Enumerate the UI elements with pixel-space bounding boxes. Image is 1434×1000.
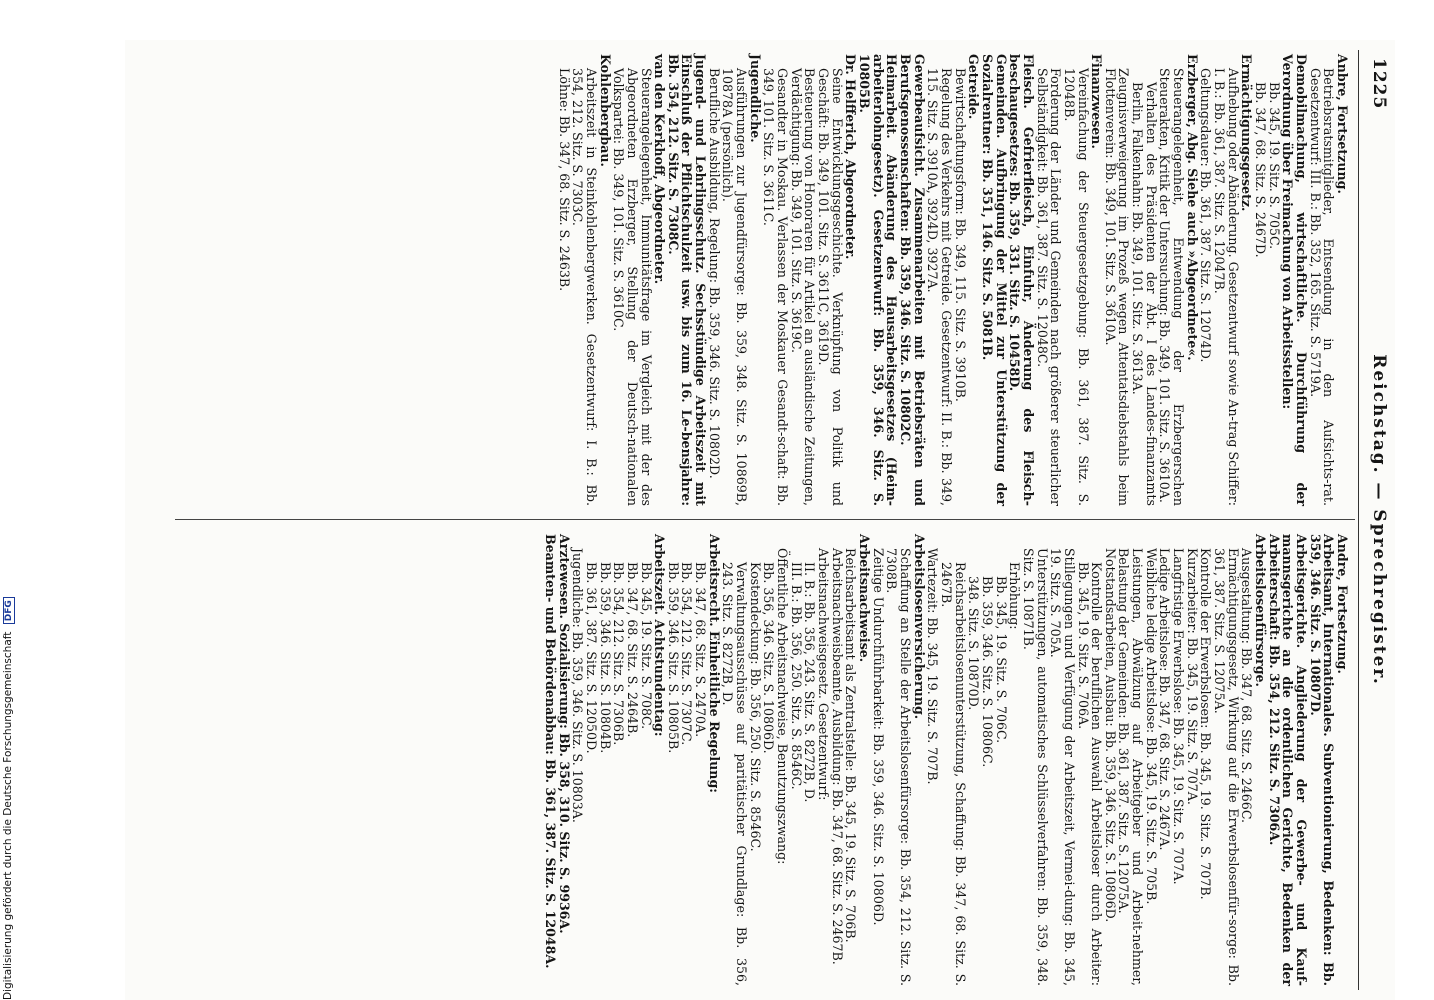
index-entry: Kontrolle der beruflichen Auswahl Arbeitsloser durch Arbeiter: Bb. 345, 19. Sitz. S. 706A.	[1075, 562, 1105, 986]
index-entry: Heimarbeit. Abänderung des Hausarbeitsgesetzes (Heim-arbeiterlohngesetz). Gesetzentwurf: Bb. 359, 346. Sitz. S. 10805B.	[857, 54, 900, 506]
index-entry: Bb. 347, 68. Sitz. S. 2467D.	[1253, 82, 1269, 258]
index-entry: Forderung der Länder und Gemeinden nach größerer steuerlicher Selbständigkeit: Bb. 361, 387. Sitz. S. 12048C.	[1034, 68, 1064, 506]
index-entry: Arbeitsnachweisbeamte, Ausbildung: Bb. 347, 68. Sitz. S. 2467B.	[829, 548, 845, 965]
index-entry: Bb. 345, 19. Sitz. S. 705C.	[1266, 82, 1282, 250]
index-entry: Aufhebung oder Abänderung. Gesetzentwurf sowie An-trag Schiffer: I. B.: Bb. 361, 387. Sitz. S. 12047B.	[1212, 68, 1241, 506]
index-entry: Leistungen, Abwälzung auf Arbeitgeber und Arbeit-nehmer, Belastung der Gemeinden: Bb. 361, 387. Sitz. S. 12075A.	[1116, 548, 1146, 986]
index-entry: Verwaltungsausschüsse auf paritätischer Grundlage: Bb. 356, 243. Sitz. S. 8272B, D.	[720, 562, 750, 986]
index-entry: Gesandter in Moskau. Verlassen der Moskauer Gesandt-schaft: Bb. 349, 101. Sitz. S. 3611C.	[761, 68, 791, 506]
right-column	[543, 534, 1349, 986]
index-entry: Regelung des Verkehrs mit Getreide. Gesetzentwurf: II. B.: Bb. 349, 115. Sitz. S. 3910A, 3924D, 3927A.	[925, 68, 954, 506]
index-entry: Bb. 359, 346. Sitz. S. 10804B.	[597, 562, 613, 754]
index-entry: Reichsarbeitslosenunterstützung, Schaffung: Bb. 347, 68. Sitz. S. 2467B.	[938, 562, 968, 986]
index-entry: Wartezeit: Bb. 345, 19. Sitz. S. 707B.	[925, 548, 941, 785]
index-entry: Bb. 345, 19. Sitz. S. 706C.	[993, 576, 1009, 744]
credit-text: Digitalisierung gefördert durch die Deutsche Forschungsgemeinschaft	[2, 631, 14, 1000]
index-entry: Beamten- und Behördenabbau: Bb. 361, 387. Sitz. S. 12048A.	[542, 534, 558, 969]
index-entry: Jugendliche: Bb. 359, 346. Sitz. S. 10803A.	[570, 548, 586, 823]
index-entry: Arbeitslosenversicherung.	[911, 534, 927, 720]
index-entry: Andre, Fortsetzung.	[1335, 534, 1350, 674]
index-entry: III. B.: Bb. 356, 250. Sitz. S. 8546C.	[788, 562, 804, 790]
index-entry: Bb. 359, 346. Sitz. S. 10806C.	[979, 576, 995, 768]
index-entry: Anbre, Fortsetzung.	[1335, 54, 1350, 194]
index-entry: Bb. 359, 346. Sitz. S. 10805B.	[665, 562, 681, 754]
index-entry: Bb. 354, 212. Sitz. S. 7307C.	[679, 562, 695, 746]
index-entry: Ermächtigungsgesetz, Wirkung auf die Erwerbslosenfür-sorge: Bb. 361, 387. Sitz. S. 12075A.	[1212, 548, 1241, 986]
index-entry: Bb. 356, 346. Sitz. S. 10806D.	[761, 562, 777, 754]
index-entry: Demobilmachung, wirtschaftliche. Durchführung der Verordnung über Freimachung von Arbeitsstellen:	[1280, 54, 1310, 506]
index-entry: Gewerbeaufsicht. Zusammenarbeiten mit Betriebsräten und Berufsgenossenschaften: Bb. 359, 346. Sitz. S. 10802C.	[898, 54, 927, 506]
index-entry: Jugendliche.	[747, 54, 763, 143]
page-number: 1225	[1369, 58, 1389, 110]
index-entry: Zeugnisverweigerung im Prozeß wegen Attentatsdiebstahls beim Flottenverein: Bb. 349, 101. Sitz. S. 3610A.	[1102, 68, 1132, 506]
index-entry: Bb. 347, 68. Sitz. S. 2470A.	[693, 562, 709, 738]
index-entry: Geltungsdauer: Bb. 361, 387. Sitz. S. 12074D.	[1198, 68, 1214, 363]
index-entry: Zeitige Undurchführbarkeit: Bb. 359, 346. Sitz. S. 10806D.	[870, 548, 886, 926]
index-entry: Verhalten des Präsidenten der Abt. I des Landes-finanzamts Berlin, Falkenhahn: Bb. 349, 101. Sitz. S. 3613A.	[1130, 82, 1159, 506]
left-column	[557, 54, 1349, 506]
index-entry: Arbeitsnachweise.	[857, 534, 873, 663]
rotated-document-page	[125, 40, 1395, 1000]
index-entry: Kontrolle der Erwerbslosen: Bb. 345, 19. Sitz. S. 707B.	[1198, 548, 1214, 900]
index-entry: Getreide.	[966, 54, 982, 120]
index-entry: 348. Sitz. S. 10870D.	[966, 576, 982, 711]
digitization-credit	[2, 597, 15, 1000]
index-entry: Gemeinden. Aufbringung der Mittel zur Unterstützung der Sozialrentner: Bb. 351, 146. Sitz. S. 5081B.	[979, 54, 1009, 506]
index-entry: Bb. 361, 387. Sitz. S. 12050D.	[583, 562, 599, 754]
index-entry: Weibliche ledige Arbeitslose: Bb. 345, 19. Sitz. S. 705B.	[1143, 548, 1159, 905]
index-entry: Steuerangelegenheit, Entwendung der Erzbergerschen Steuerakten, Kritik der Untersuchung: Bb. 349, 101. Sitz. S. 3610A.	[1157, 68, 1187, 506]
index-entry: Notstandsarbeiten, Ausbau: Bb. 359, 346. Sitz. S. 10806D.	[1102, 548, 1118, 923]
dfg-logo: DFG	[3, 597, 15, 624]
index-entry: Ausgestaltung: Bb. 347, 68. Sitz. S. 2466C.	[1239, 548, 1255, 824]
index-entry: Kurzarbeiter: Bb. 345, 19. Sitz. S. 707A.	[1184, 548, 1200, 805]
page-header	[1361, 40, 1395, 1000]
index-entry: II. B.: Bb. 356, 243. Sitz. S. 8272B, D.	[802, 562, 818, 803]
column-divider	[175, 519, 1355, 520]
index-entry: Arbeitsrecht. Einheitliche Regelung:	[706, 534, 722, 793]
index-entry: Erzberger, Abg. Siehe auch »Abgeordnete«.	[1184, 54, 1200, 361]
index-entry: Steuerangelegenheit, Immunitätsfrage im Vergleich mit der des Abgeordneten Erzberger, Stellung der Deutsch-nationalen Volkspartei: Bb. 349, 101. Sitz. S. 3610C.	[611, 68, 654, 506]
index-entry: Arbeitsamt, Internationales. Subventionierung, Bedenken: Bb. 359, 346. Sitz. S. 10807D.	[1307, 534, 1337, 986]
header-rule	[1358, 50, 1359, 990]
index-entry: Arbeitsnachweisgesetz. Gesetzentwurf:	[816, 548, 832, 801]
index-entry: Bb. 354, 212. Sitz. S. 7306B.	[611, 562, 627, 746]
index-entry: Vereinfachung der Steuergesetzgebung: Bb. 361, 387. Sitz. S. 12048B.	[1061, 68, 1091, 506]
index-entry: Langfristige Erwerbslose: Bb. 345, 19. Sitz. S. 707A.	[1171, 548, 1187, 885]
index-entry: Kostendeckung: Bb. 356, 250. Sitz. S. 8546C.	[747, 562, 763, 852]
index-entry: Bb. 345, 19. Sitz. S. 708C.	[638, 562, 654, 730]
index-entry: Kohlenbergbau.	[597, 54, 613, 167]
index-entry: Berufliche Ausbildung, Regelung: Bb. 359, 346. Sitz. S. 10802D.	[706, 68, 722, 479]
index-entry: Öffentliche Arbeitsnachweise, Benutzungszwang:	[775, 548, 791, 865]
index-entry: Jugend- und Lehrlingsschutz. Sechsstündige Arbeitszeit mit Einschluß der Pflichtschulzeit usw. bis zum 16. Le-bensjahre: Bb. 354, 212. Sitz. S. 7308C.	[665, 54, 709, 506]
index-entry: Arbeitslosenfürsorge.	[1253, 534, 1269, 687]
index-entry: Ausführungen zur Jugendfürsorge: Bb. 359, 348. Sitz. S. 10869B, 10878A (persönlich).	[720, 68, 750, 506]
index-entry: Stillegungen und Verfügung der Arbeitszeit, Vermei-dung: Bb. 345, 19. Sitz. S. 705A.	[1048, 548, 1077, 986]
index-entry: Arbeitsgerichte. Angliederung der Gewerbe- und Kauf-mannsgerichte an die ordentlichen Gerichte, Bedenken der Arbeiterschaft: Bb. 354, 212. Sitz. S. 7306A.	[1266, 534, 1310, 986]
index-entry: Arztewesen. Sozialisierung: Bb. 358, 310. Sitz. S. 9936A.	[556, 534, 572, 934]
index-entry: Löhne: Bb. 347, 68. Sitz. S. 2463B.	[556, 68, 572, 292]
index-entry: Arbeitszeit in Steinkohlenbergwerken. Gesetzentwurf: I. B.: Bb. 354, 212. Sitz. S. 7303C.	[570, 68, 599, 506]
index-entry: Ledige Arbeitslose: Bb. 347, 68. Sitz. S. 2467A.	[1157, 548, 1173, 851]
index-entry: Betriebsratsmitglieder, Entsendung in den Aufsichts-rat. Gesetzentwurf: III. B.: Bb. 352, 165. Sitz. S. 5719A.	[1307, 68, 1337, 506]
index-entry: Bb. 347, 68. Sitz. S. 2464B.	[624, 562, 640, 738]
index-entry: Arbeitszeit. Achtstundentag:	[652, 534, 668, 737]
index-entry: Fleisch. Gefrierfleisch, Einfuhr, Änderung des Fleisch-beschaugesetzes: Bb. 359, 331. Sitz. S. 10458D.	[1007, 54, 1036, 506]
page-title: Reichstag. — Sprechregister.	[1369, 354, 1389, 686]
index-entry: Besteuerung von Honoraren für Artikel an ausländische Zeitungen, Verdächtigung: Bb. 349, 101. Sitz. S. 3619C.	[788, 68, 818, 506]
index-entry: Finanzwesen.	[1089, 54, 1105, 149]
index-entry: van den Kerkhoff, Abgeordneter.	[652, 54, 668, 285]
index-entry: Erhöhung:	[1007, 562, 1023, 630]
index-entry: Ermächtigungsgesetz.	[1239, 54, 1255, 212]
index-entry: Schaffung an Stelle der Arbeitslosenfürsorge: Bb. 354, 212. Sitz. S. 7308B.	[884, 548, 913, 986]
index-entry: Dr. Helfferich, Abgeordneter.	[843, 54, 859, 260]
index-entry: Seine Entwicklungsgeschichte. Verknüpfung von Politik und Geschäft: Bb. 349, 101. Sitz. S. 3611C, 3619D.	[816, 68, 845, 506]
index-entry: Reichsarbeitsamt als Zentralstelle: Bb. 345, 19. Sitz. S. 706B.	[843, 548, 859, 943]
index-entry: Unterstützungen, automatisches Schlüsselverfahren: Bb. 359, 348. Sitz. S. 10871B.	[1020, 548, 1050, 986]
index-entry: Bewirtschaftungsform: Bb. 349, 115. Sitz. S. 3910B.	[952, 68, 968, 402]
